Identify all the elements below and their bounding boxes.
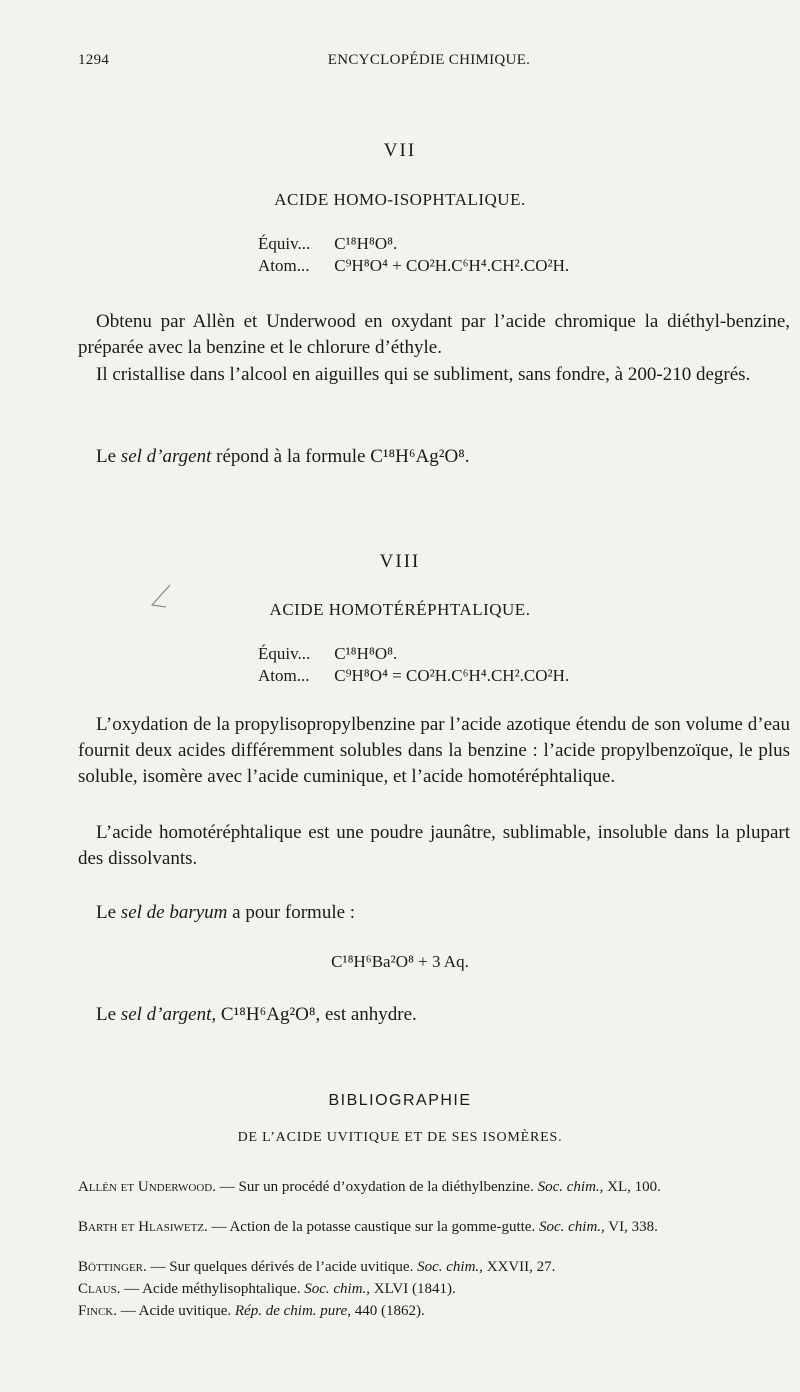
- bibliography-entry: [78, 1178, 794, 1197]
- atom-formula: C⁹H⁸O⁴ = CO²H.C⁶H⁴.CH².CO²H.: [334, 666, 570, 685]
- ref-title: — Acide méthylisophtalique.: [120, 1281, 305, 1297]
- ref-title: — Action de la potasse caustique sur la gomme-gutte.: [207, 1219, 539, 1235]
- bibliography-entry: [78, 1302, 794, 1321]
- paragraph: [78, 309, 790, 361]
- paragraph-text: Le: [96, 902, 121, 923]
- ref-authors: Barth et Hlasiwetz.: [78, 1219, 208, 1235]
- bibliography-entry: [78, 1258, 794, 1277]
- equiv-formula-line: [258, 644, 397, 664]
- ref-volume: VI, 338.: [604, 1219, 658, 1235]
- ref-journal: Soc. chim.,: [538, 1219, 605, 1235]
- atom-label: Atom...: [258, 666, 310, 685]
- bibliography-entry: [78, 1218, 794, 1237]
- atom-formula-line: [258, 256, 569, 276]
- equiv-formula: C¹⁸H⁸O⁸.: [334, 234, 398, 253]
- paragraph-text: Le: [96, 446, 121, 467]
- ref-title: — Acide uvitique.: [116, 1303, 235, 1319]
- ref-journal: Soc. chim.,: [417, 1259, 483, 1275]
- equiv-label: Équiv...: [258, 644, 311, 663]
- page-number: 1294: [78, 52, 110, 68]
- paragraph: [78, 820, 790, 872]
- ref-authors: Finck.: [78, 1303, 117, 1319]
- paragraph-text: L’oxydation de la propylisopropylbenzine par l’acide azotique étendu de son volume d’eau fournit deux acides différemment solubles dans la benzine : l’acide propylbenzoïque, le plus soluble, isomère avec l’acide cuminique, et l’acide homotéréphtalique.: [78, 714, 790, 787]
- equiv-formula: C¹⁸H⁸O⁸.: [334, 644, 398, 663]
- ref-journal: Soc. chim.,: [537, 1179, 604, 1195]
- paragraph-text: a pour formule :: [227, 902, 356, 923]
- atom-formula-line: [258, 666, 569, 686]
- paragraph-text: répond à la formule C¹⁸H⁶Ag²O⁸.: [211, 446, 470, 467]
- page-header: [78, 52, 780, 76]
- ref-journal: Rép. de chim. pure,: [234, 1303, 351, 1319]
- ref-volume: 440 (1862).: [350, 1303, 425, 1319]
- paragraph-text: Il cristallise dans l’alcool en aiguilles qui se subliment, sans fondre, à 200-210 degrés.: [96, 364, 751, 385]
- paragraph: [78, 362, 790, 388]
- paragraph: [78, 712, 790, 790]
- atom-label: Atom...: [258, 256, 310, 275]
- emphasis-sel-baryum: sel de baryum: [120, 902, 228, 923]
- emphasis-sel-argent: sel d’argent,: [120, 1004, 217, 1025]
- running-title: ENCYCLOPÉDIE CHIMIQUE.: [327, 52, 531, 68]
- baryum-formula: C¹⁸H⁶Ba²O⁸ + 3 Aq.: [331, 952, 469, 971]
- paragraph: [78, 444, 790, 470]
- ref-authors: Böttinger.: [78, 1259, 147, 1275]
- paragraph-text: Le: [96, 1004, 121, 1025]
- ref-volume: XXVII, 27.: [482, 1259, 556, 1275]
- ref-volume: XL, 100.: [603, 1179, 661, 1195]
- ref-volume: XLVI (1841).: [370, 1281, 456, 1297]
- paragraph-text: L’acide homotéréphtalique est une poudre jaunâtre, sublimable, insoluble dans la plupart des dissolvants.: [78, 822, 790, 869]
- emphasis-sel-argent: sel d’argent: [120, 446, 212, 467]
- paragraph: [78, 900, 790, 926]
- equiv-formula-line: [258, 234, 397, 254]
- bibliography-heading: BIBLIOGRAPHIE: [328, 1092, 472, 1109]
- equiv-label: Équiv...: [258, 234, 311, 253]
- ref-title: — Sur quelques dérivés de l’acide uvitique.: [146, 1259, 418, 1275]
- section-title-homoterephtalique: ACIDE HOMOTÉRÉPHTALIQUE.: [269, 600, 531, 619]
- ref-authors: Claus.: [78, 1281, 121, 1297]
- ref-authors: Allèn et Underwood.: [78, 1179, 217, 1195]
- atom-formula: C⁹H⁸O⁴ + CO²H.C⁶H⁴.CH².CO²H.: [334, 256, 570, 275]
- ref-title: — Sur un procédé d’oxydation de la diéthylbenzine.: [216, 1179, 538, 1195]
- bibliography-entry: [78, 1280, 794, 1299]
- section-title-homo-isophtalique: ACIDE HOMO-ISOPHTALIQUE.: [274, 190, 526, 209]
- bibliography-subheading: DE L’ACIDE UVITIQUE ET DE SES ISOMÈRES.: [237, 1130, 563, 1145]
- section-number-vii: VII: [383, 140, 417, 161]
- ref-journal: Soc. chim.,: [304, 1281, 371, 1297]
- paragraph-text: Obtenu par Allèn et Underwood en oxydant par l’acide chromique la diéthyl-benzine, préparée avec la benzine et le chlorure d’éthyle.: [78, 311, 790, 358]
- section-number-viii: VIII: [379, 551, 421, 572]
- paragraph: [78, 1002, 790, 1028]
- paragraph-text: C¹⁸H⁶Ag²O⁸, est anhydre.: [216, 1004, 417, 1025]
